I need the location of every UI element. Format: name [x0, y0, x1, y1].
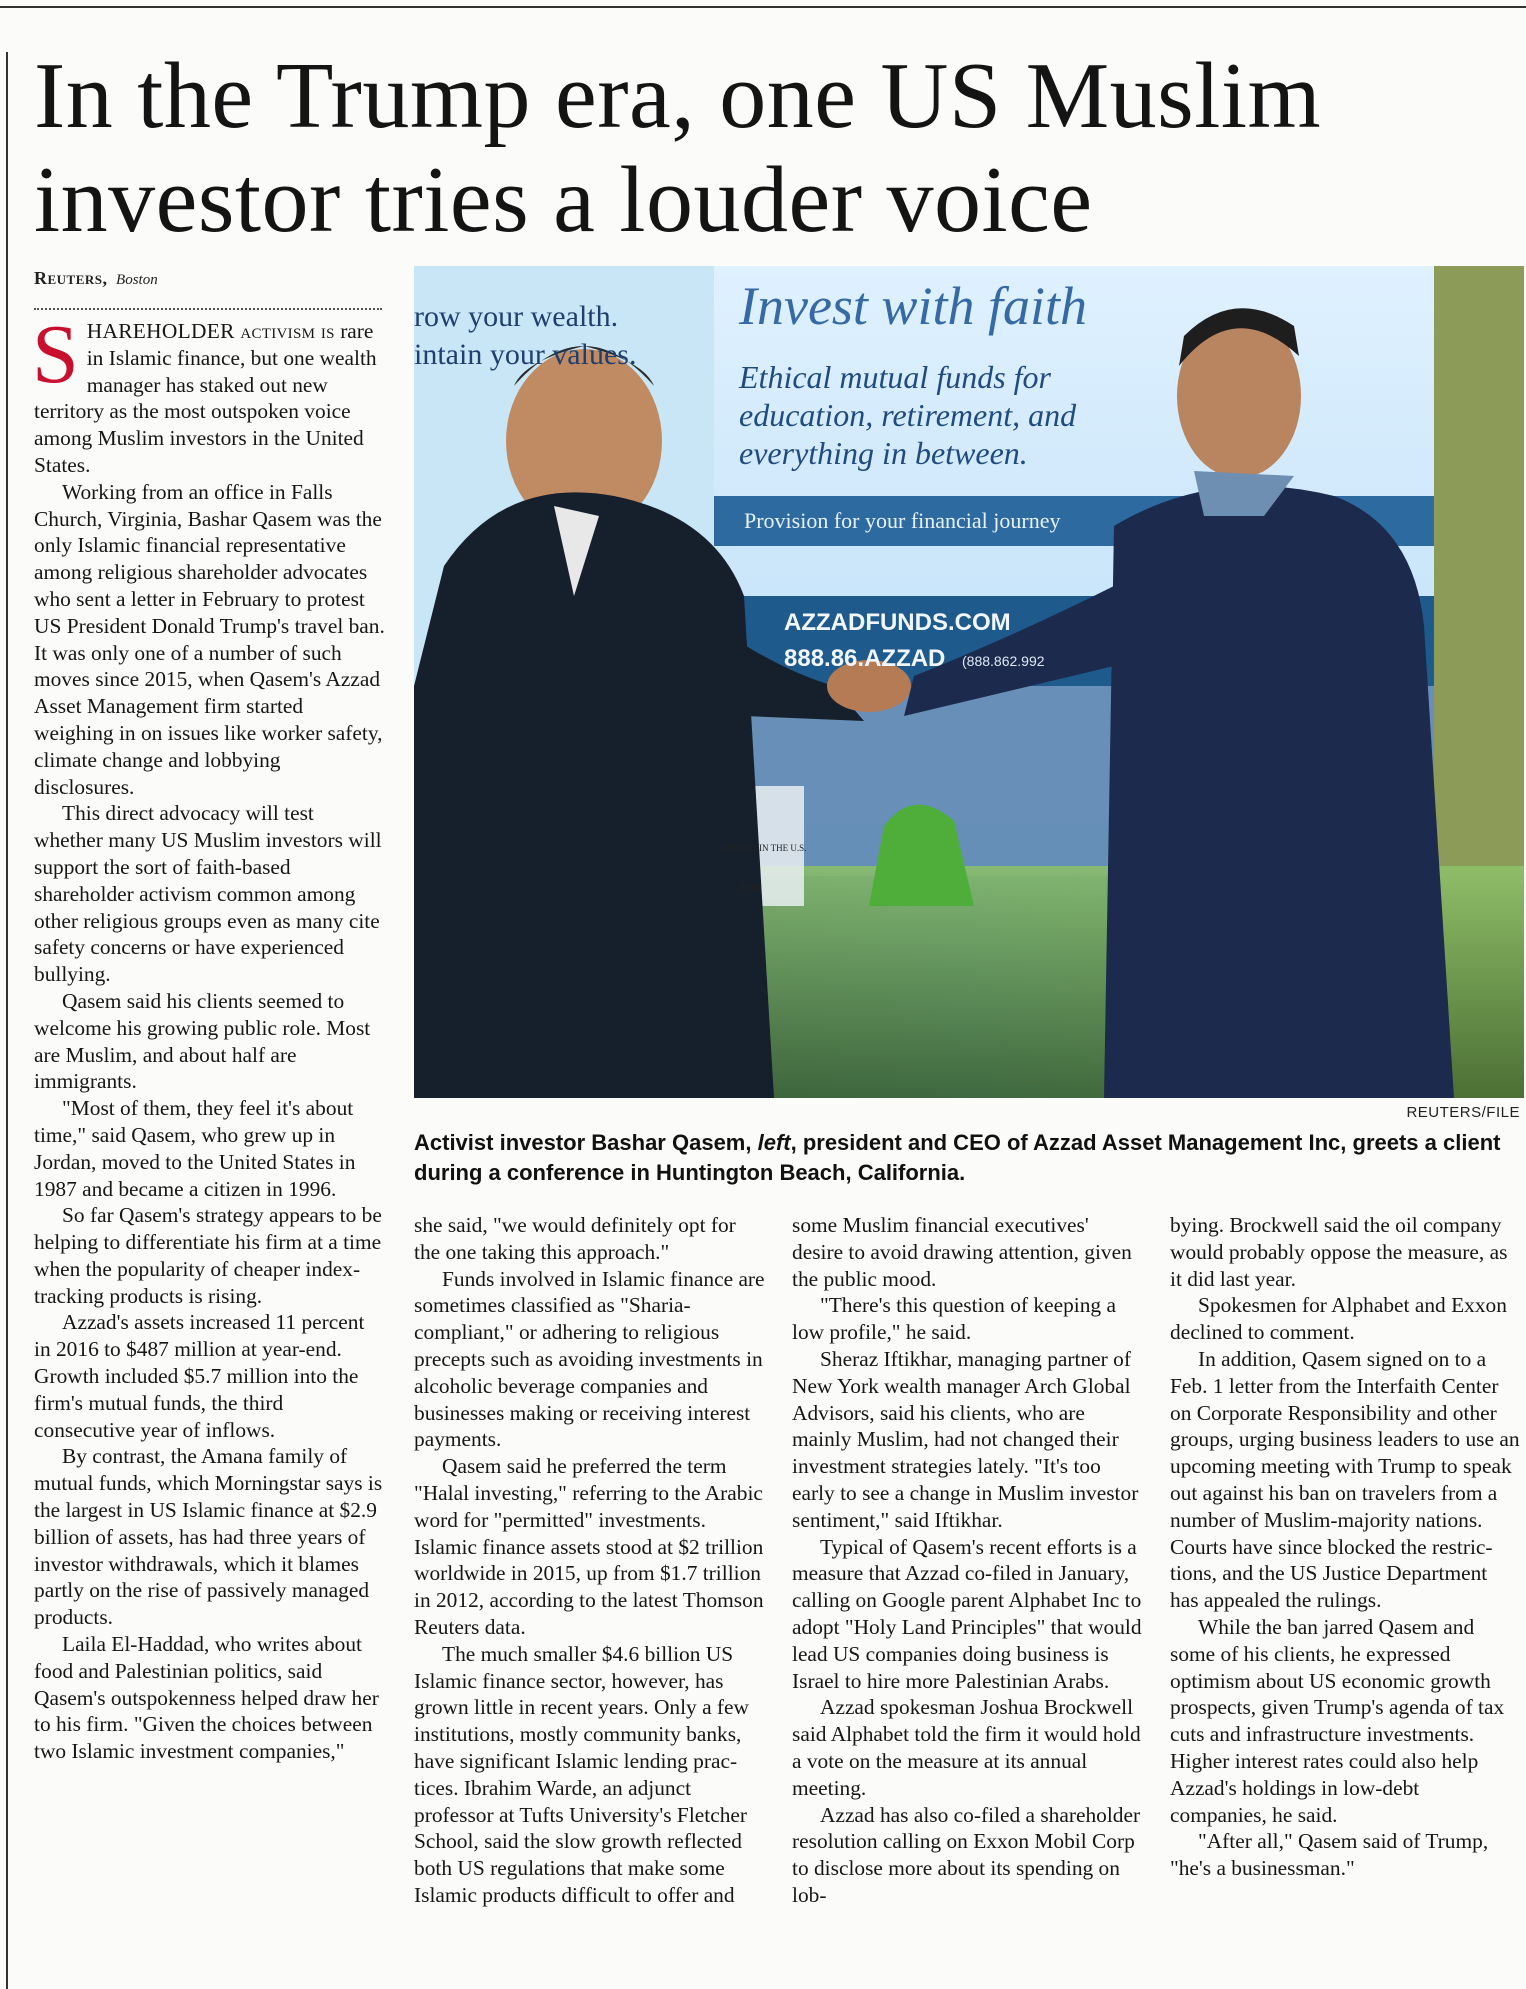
lead-in: HAREHOLDER activism is — [86, 319, 335, 343]
paragraph: Qasem said his clients seemed to welcome his growing public role. Most are Muslim, and about half are immigrants. — [34, 988, 371, 1094]
paragraph: While the ban jarred Qasem and some of his clients, he expressed optimism about US economic growth prospects, given Trump's agenda of tax cuts and infrastructure investments. Higher interest rates could also help Azzad's holdings in low-debt companies, he said. — [1170, 1614, 1505, 1827]
paragraph: bying. Brockwell said the oil company would probably oppose the measure, as it did last year. — [1170, 1213, 1508, 1291]
top-rule — [0, 6, 1526, 8]
article-column-1 — [32, 308, 386, 1765]
sign-tagline-3: everything in between. — [739, 435, 1028, 471]
photo-credit: REUTERS/FILE — [1406, 1104, 1520, 1121]
headline-line-1: In the Trump era, one US Muslim — [34, 44, 1322, 148]
sign-tagline-2: education, retirement, and — [739, 397, 1077, 433]
paragraph-text: rare in Islamic finance, but one wealth manager has staked out new territory as the most outspoken voice among Muslim investors in the United States. — [34, 319, 377, 477]
paragraph: The much smaller $4.6 billion US Islamic finance sector, however, has grown little in recent years. Only a few institutions, mostly community banks, have significant Islamic lending practices. Ibrahim Warde, an adjunct professor at Tufts University's Fletcher School, said the slow growth reflected both US regulations that make some Islamic products difficult to offer and — [414, 1641, 750, 1907]
sign-tagline-1: Ethical mutual funds for — [739, 359, 1051, 395]
paragraph: So far Qasem's strategy appears to be helping to differentiate his firm at a time when the popularity of cheaper index-tracking products is rising. — [34, 1203, 382, 1308]
sign-url: AZZADFUNDS.COM — [784, 609, 1011, 636]
sign-phone-alt: (888.862.992 — [962, 653, 1045, 669]
paragraph: she said, "we would definitely opt for the one taking this approach." — [414, 1213, 736, 1264]
paragraph: Azzad's assets increased 11 percent in 2016 to $487 million at year-end. Growth included $5.7 million into the firm's mutual funds, the third consecutive year of inflows. — [34, 1310, 365, 1442]
paragraph: Azzad spokesman Joshua Brockwell said Alphabet told the firm it would hold a vote on the measure at its annual meeting. — [792, 1695, 1141, 1800]
paragraph — [32, 308, 386, 479]
photo-illustration — [414, 266, 1524, 1098]
banner-text-2: intain your values. — [414, 338, 637, 371]
byline — [34, 268, 158, 289]
sign-title: Invest with faith — [739, 276, 1087, 336]
article-column-3 — [792, 1212, 1144, 1909]
paragraph: Qasem said he preferred the term "Halal investing," referring to the Arabic word for "permitted" investments. Islamic finance assets stood at $2 trillion worldwide in 2015, up from $1.7 trillion in 2012, according to the latest Thomson Reuters data. — [414, 1454, 764, 1639]
paragraph: "Most of them, they feel it's about time," said Qasem, who grew up in Jordan, moved to the United States in 1987 and became a citizen in 1996. — [34, 1096, 356, 1201]
photo-caption — [414, 1128, 1514, 1188]
paragraph: In addition, Qasem signed on to a Feb. 1 letter from the Interfaith Center on Corporate Responsibility and other groups, urging business leaders to use an upcoming meeting with Trump to speak out against his ban on travelers from a number of Muslim-majority nations. Courts have since blocked the restrictions, and the US Justice Department has appealed the rulings. — [1170, 1346, 1520, 1613]
paragraph: Typical of Qasem's recent efforts is a measure that Azzad co-filed in January, calling on Google parent Alphabet Inc to adopt "Holy Land Principles" that would lead US companies doing business is Israel to hire more Palestinian Arabs. — [792, 1534, 1142, 1693]
byline-divider — [34, 308, 382, 310]
award-text: TOP RIAs IN THE U.S. — [719, 843, 807, 853]
award-year: 2016 — [739, 882, 761, 894]
paragraph: Sheraz Iftikhar, managing partner of New York wealth manager Arch Global Advisors, said his clients, who are mainly Muslim, had not changed their investment strategies lately. "It's too early to see a change in Muslim investor sentiment," said Iftikhar. — [792, 1346, 1139, 1532]
paragraph: Spokesmen for Alphabet and Exxon declined to comment. — [1170, 1293, 1507, 1345]
article-column-2 — [414, 1212, 766, 1909]
caption-left: left — [757, 1130, 791, 1155]
paragraph: some Muslim financial executives' desire to avoid drawing attention, given the public mood. — [792, 1213, 1132, 1291]
left-column-rule — [6, 52, 8, 1989]
headline-line-2: investor tries a louder voice — [34, 148, 1093, 252]
paragraph: Azzad has also co-filed a shareholder resolution calling on Exxon Mobil Corp to disclose more about its spending on lob- — [792, 1802, 1141, 1907]
drop-cap: S — [32, 308, 79, 401]
paragraph: This direct advocacy will test whether many US Muslim investors will support the sort of faith-based shareholder activism common among other religious groups even as many cite safety concerns or have experienced bullying. — [34, 801, 382, 987]
caption-part-2: , president and CEO of Azzad Asset Management Inc, greets a client during a conference in Huntington Beach, California. — [414, 1130, 1501, 1185]
article-column-4 — [1170, 1212, 1520, 1882]
paragraph: Working from an office in Falls Church, Virginia, Bashar Qasem was the only Islamic financial representative among religious shareholder advocates who sent a letter in February to protest US President Donald Trump's travel ban. It was only one of a number of such moves since 2015, when Qasem's Azzad Asset Management firm started weighing in on issues like worker safety, climate change and lobbying disclosures. — [34, 479, 385, 799]
paragraph: Laila El-Haddad, who writes about food and Palestinian politics, said Qasem's outspokenness helped draw her to his firm. "Given the choices between two Islamic investment companies," — [34, 1632, 379, 1764]
paragraph: "After all," Qasem said of Trump, "he's a businessman." — [1170, 1829, 1489, 1881]
paragraph: "There's this question of keeping a low profile," he said. — [792, 1293, 1116, 1345]
article-photo — [414, 266, 1524, 1098]
paragraph: By contrast, the Amana family of mutual funds, which Morningstar says is the largest in US Islamic finance at $2.9 billion of assets, has had three years of investor withdrawals, which it blames partly on the rise of passively managed products. — [34, 1444, 383, 1630]
sign-phone: 888.86.AZZAD — [784, 645, 946, 672]
byline-dateline: Boston — [116, 272, 158, 288]
paragraph: Funds involved in Islamic finance are sometimes classified as "Sharia-compliant," or adhering to religious precepts such as avoiding investments in alcoholic beverage companies and businesses making or receiving interest payments. — [414, 1266, 765, 1452]
banner-text-1: row your wealth. — [414, 300, 619, 333]
byline-agency: Reuters, — [34, 268, 108, 288]
caption-part-1: Activist investor Bashar Qasem, — [414, 1130, 758, 1155]
sign-band-text: Provision for your financial journey — [744, 508, 1061, 533]
headline — [34, 44, 1514, 252]
